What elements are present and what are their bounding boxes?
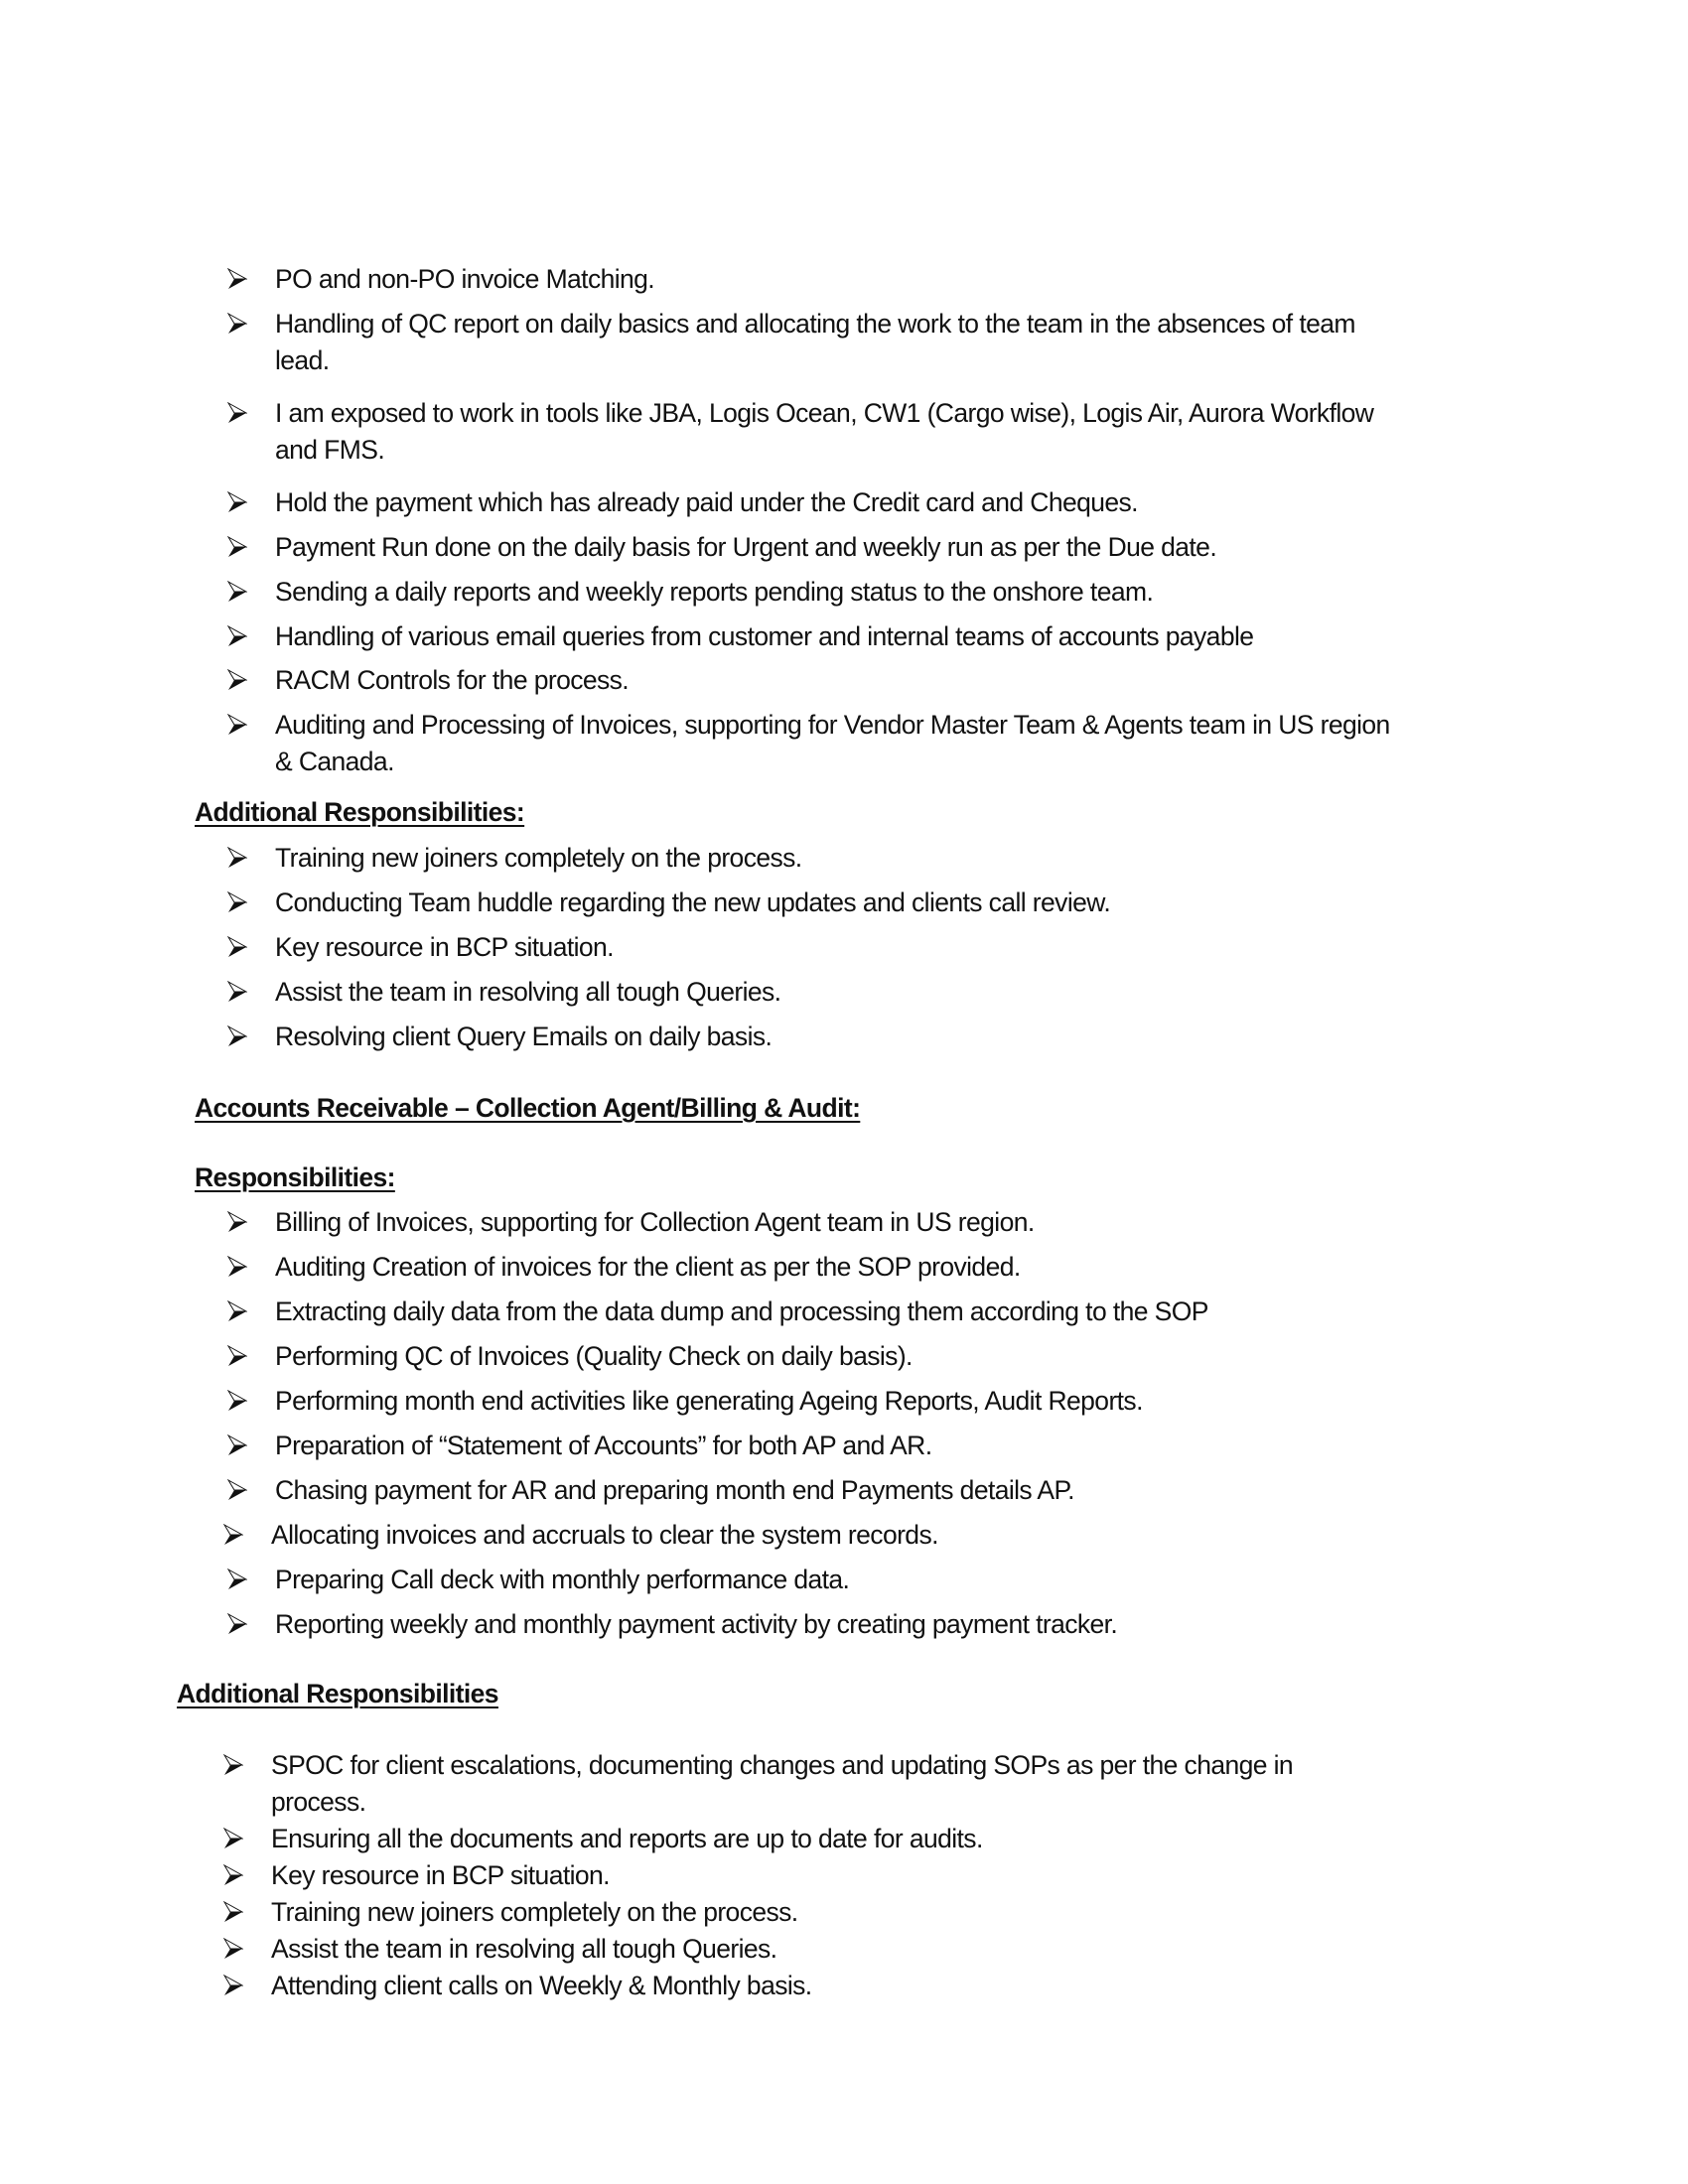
arrowhead-bullet-icon	[227, 1025, 247, 1047]
arrowhead-bullet-icon	[223, 1524, 243, 1546]
arrowhead-bullet-icon	[227, 1569, 247, 1590]
arrowhead-bullet-icon	[223, 1754, 243, 1776]
arrowhead-bullet-icon	[227, 847, 247, 869]
arrowhead-bullet-icon	[227, 1256, 247, 1278]
arrowhead-bullet-icon	[227, 1613, 247, 1635]
arrowhead-bullet-icon	[227, 1300, 247, 1322]
arrowhead-bullet-icon	[227, 491, 247, 513]
arrowhead-bullet-icon	[223, 1864, 243, 1886]
arrowhead-bullet-icon	[227, 402, 247, 424]
arrowhead-bullet-icon	[227, 891, 247, 913]
arrowhead-bullet-icon	[223, 1938, 243, 1960]
arrowhead-bullet-icon	[227, 669, 247, 691]
arrowhead-bullet-icon	[223, 1975, 243, 1996]
section-heading: Additional Responsibilities:	[195, 797, 525, 827]
arrowhead-bullet-icon	[227, 581, 247, 603]
arrowhead-bullet-icon	[227, 1479, 247, 1501]
arrowhead-bullet-icon	[227, 536, 247, 558]
arrowhead-bullet-icon	[227, 714, 247, 736]
arrowhead-bullet-icon	[227, 1434, 247, 1456]
arrowhead-bullet-icon	[227, 268, 247, 290]
section-subheading: Responsibilities:	[195, 1162, 395, 1192]
arrowhead-bullet-icon	[227, 936, 247, 958]
section-heading: Additional Responsibilities	[177, 1679, 498, 1708]
arrowhead-bullet-icon	[223, 1828, 243, 1849]
arrowhead-bullet-icon	[227, 625, 247, 647]
document-page: PO and non-PO invoice Matching. Handling of QC report on daily basics and allocating the work to the team in the absences of team lead. I am exposed to work in tools like JBA, Logis Ocean, CW1 (Cargo wise), Logis Air, Aurora Workflow and FMS. Hold the payment which has already paid under the Credit card and Cheques. Payment Run done on the daily basis for Urgent and weekly run as per the Due date. Sending a daily reports and weekly reports pending status to the onshore team. Handling of various email queries from customer and internal teams of accounts payable RACM Controls for the process. Auditing and Processing of Invoices, supporting for Vendor Master Team & Agents team in US region & Canada. Additional Responsibilities: Training new joiners completely on the process. Conducting Team huddle regarding the new updates and clients call review. Key resource in BCP situation. Assist the team in resolving all tough Queries. Resolving client Query Emails on daily basis. Accounts Receivable – Collection Agent/Billing & Audit: Responsibilities: Billing of Invoices, supporting for Collection Agent team in US region. Auditing Creation of invoices for the client as per the SOP provided. Extracting daily data from the data dump and processing them according to the SOP Performing QC of Invoices (Quality Check on daily basis). Performing month end activities like generating Ageing Reports, Audit Reports. Preparation of “Statement of Accounts” for both AP and AR. Chasing payment for AR and preparing month end Payments details AP. Allocating invoices and accruals to clear the system records. Preparing Call deck with monthly performance data. Reporting weekly and monthly payment activity by creating payment tracker. Additional Responsibilities SPOC for client escalations, documenting changes and updating SOPs as per the change in process. Ensuring all the documents and reports are up to date for audits. Key resource in BCP situation. Training new joiners completely on the process. Assist the team in resolving all tough Queries. Attending client calls on Weekly & Monthly basis.	[177, 264, 1390, 2000]
arrowhead-bullet-icon	[227, 1390, 247, 1412]
arrowhead-bullet-icon	[227, 1345, 247, 1367]
arrowhead-bullet-icon	[227, 313, 247, 335]
arrowhead-bullet-icon	[223, 1901, 243, 1923]
arrowhead-bullet-icon	[227, 981, 247, 1003]
section-heading: Accounts Receivable – Collection Agent/Billing & Audit:	[195, 1093, 861, 1123]
arrowhead-bullet-icon	[227, 1211, 247, 1233]
